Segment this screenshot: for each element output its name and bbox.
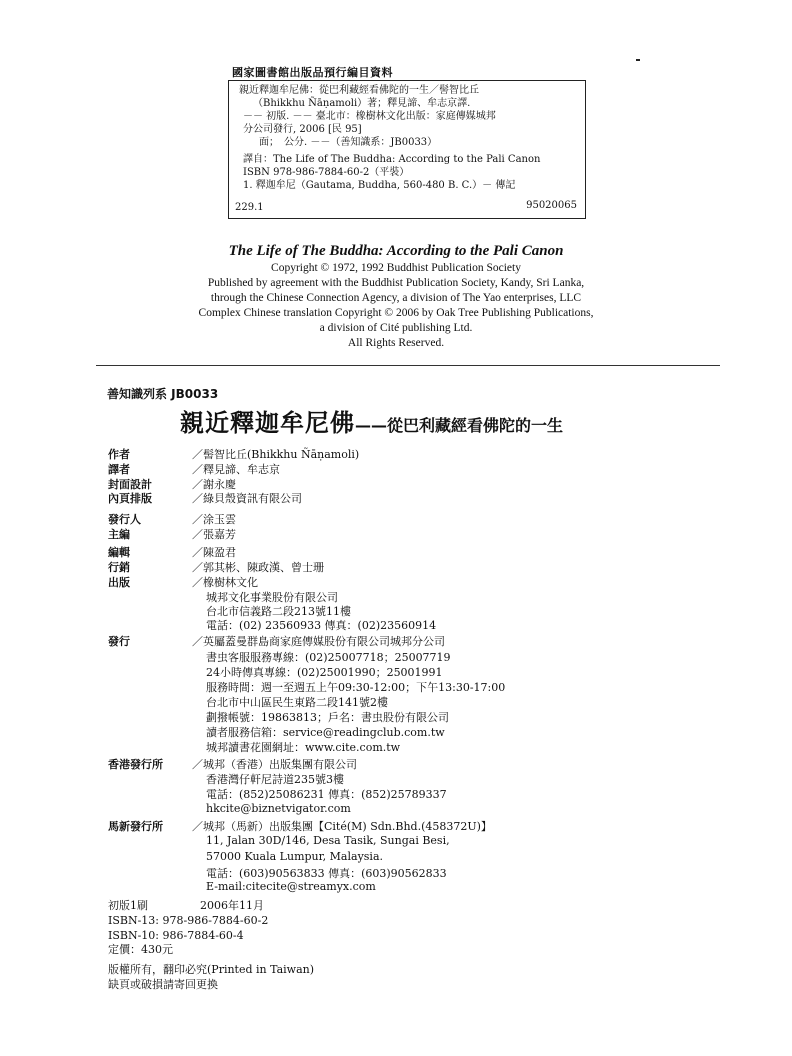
credit-label: 譯者 [108, 463, 130, 476]
cip-line: 1. 釋迦牟尼（Gautama, Buddha, 560-480 B. C.）－ 傳記 [243, 180, 516, 191]
edition-date: 2006年11月 [200, 899, 264, 912]
credit-label: 封面設計 [108, 478, 152, 491]
return-notice: 缺頁或破損請寄回更換 [108, 978, 218, 991]
hk-value: ／城邦（香港）出版集團有限公司 [192, 758, 357, 771]
my-line: 57000 Kuala Lumpur, Malaysia. [206, 850, 383, 863]
my-label: 馬新發行所 [108, 820, 163, 833]
credit-label: 主編 [108, 528, 130, 541]
english-title: The Life of The Buddha: According to the Pali Canon [228, 243, 564, 259]
english-line: a division of Cité publishing Ltd. [319, 322, 473, 334]
credit-value: ／涂玉雲 [192, 513, 236, 526]
distribution-website: 城邦讀書花園網址：www.cite.com.tw [206, 741, 401, 754]
credit-value: ／釋見諦、牟志京 [192, 463, 280, 476]
credit-label: 出版 [108, 576, 130, 589]
cip-record-number: 95020065 [526, 200, 577, 211]
credit-value: ／綠貝殼資訊有限公司 [192, 492, 302, 505]
credit-value: ／謝永慶 [192, 478, 236, 491]
credit-label: 編輯 [108, 546, 130, 559]
my-value: ／城邦（馬新）出版集團【Cité(M) Sdn.Bhd.(458372U)】 [192, 820, 492, 833]
credit-value: ／張嘉芳 [192, 528, 236, 541]
price: 定價：430元 [108, 943, 173, 956]
rights-notice: 版權所有，翻印必究(Printed in Taiwan) [108, 963, 315, 976]
credit-value: ／髻智比丘(Bhikkhu Ñāṇamoli) [192, 448, 360, 461]
publisher-line: 電話：(02) 23560933 傳真：(02)23560914 [206, 619, 437, 632]
distribution-email: 讀者服務信箱：service@readingclub.com.tw [206, 726, 445, 739]
my-line: 11, Jalan 30D/146, Desa Tasik, Sungai Besi, [206, 834, 450, 847]
distribution-line: 服務時間：週一至週五上午09:30-12:00；下午13:30-17:00 [206, 681, 506, 694]
cip-line: 面； 公分. －－（善知識系：JB0033） [259, 137, 438, 148]
english-line: Complex Chinese translation Copyright © 2006 by Oak Tree Publishing Publications, [198, 307, 594, 319]
english-line: Published by agreement with the Buddhist Publication Society, Kandy, Sri Lanka, [207, 277, 585, 289]
cip-class-number: 229.1 [235, 202, 264, 213]
distribution-line: 劃撥帳號：19863813；戶名：書虫股份有限公司 [206, 711, 449, 724]
credit-label: 作者 [108, 448, 130, 461]
isbn-13: ISBN-13: 978-986-7884-60-2 [108, 914, 269, 927]
credit-label: 行銷 [108, 561, 130, 574]
book-main-title: 親近釋迦牟尼佛 [180, 408, 355, 437]
english-line: through the Chinese Connection Agency, a division of The Yao enterprises, LLC [210, 292, 582, 304]
cip-heading: 國家圖書館出版品預行編目資料 [232, 66, 393, 79]
hk-label: 香港發行所 [108, 758, 163, 771]
series-label: 善知識列系 JB0033 [107, 387, 219, 401]
edition-label: 初版1刷 [108, 899, 148, 912]
publisher-line: 台北市信義路二段213號11樓 [206, 605, 351, 618]
divider [96, 365, 720, 366]
credit-label: 發行人 [108, 513, 141, 526]
english-line: All Rights Reserved. [347, 337, 445, 349]
credit-value: ／橡樹林文化 [192, 576, 258, 589]
distribution-value: ／英屬蓋曼群島商家庭傳媒股份有限公司城邦分公司 [192, 635, 445, 648]
english-copyright-block [100, 242, 692, 351]
cip-record-box [228, 80, 586, 219]
distribution-label: 發行 [108, 635, 130, 648]
publisher-line: 城邦文化事業股份有限公司 [206, 591, 338, 604]
distribution-line: 24小時傳真專線：(02)25001990；25001991 [206, 666, 443, 679]
hk-email: hkcite@biznetvigator.com [206, 802, 351, 815]
book-subtitle: ——從巴利藏經看佛陀的一生 [355, 416, 564, 435]
cip-line: ISBN 978-986-7884-60-2（平裝） [243, 167, 410, 178]
my-email: E-mail:citecite@streamyx.com [206, 880, 376, 893]
credit-label: 內頁排版 [108, 492, 152, 505]
hk-line: 電話：(852)25086231 傳真：(852)25789337 [206, 788, 447, 801]
distribution-line: 書虫客服服務專線：(02)25007718；25007719 [206, 651, 451, 664]
cip-line: 分公司發行, 2006 [民 95] [243, 124, 362, 135]
isbn-10: ISBN-10: 986-7884-60-4 [108, 929, 244, 942]
credit-value: ／陳盈君 [192, 546, 236, 559]
cip-line: （Bhikkhu Ñāṇamoli）著；釋見諦、牟志京譯. [253, 98, 471, 109]
credit-value: ／郭其彬、陳政漢、曾士珊 [192, 561, 324, 574]
cip-line: 親近釋迦牟尼佛：從巴利藏經看佛陀的一生／髻智比丘 [239, 85, 479, 96]
hk-line: 香港灣仔軒尼詩道235號3樓 [206, 773, 344, 786]
my-line: 電話：(603)90563833 傳真：(603)90562833 [206, 867, 447, 880]
cip-line: －－ 初版. －－ 臺北市：橡樹林文化出版：家庭傳媒城邦 [243, 111, 496, 122]
book-title [180, 403, 563, 438]
distribution-line: 台北市中山區民生東路二段141號2樓 [206, 696, 388, 709]
english-line: Copyright © 1972, 1992 Buddhist Publication Society [271, 262, 521, 274]
cip-line: 譯自：The Life of The Buddha: According to the Pali Canon [243, 154, 541, 165]
stray-mark [636, 59, 640, 61]
